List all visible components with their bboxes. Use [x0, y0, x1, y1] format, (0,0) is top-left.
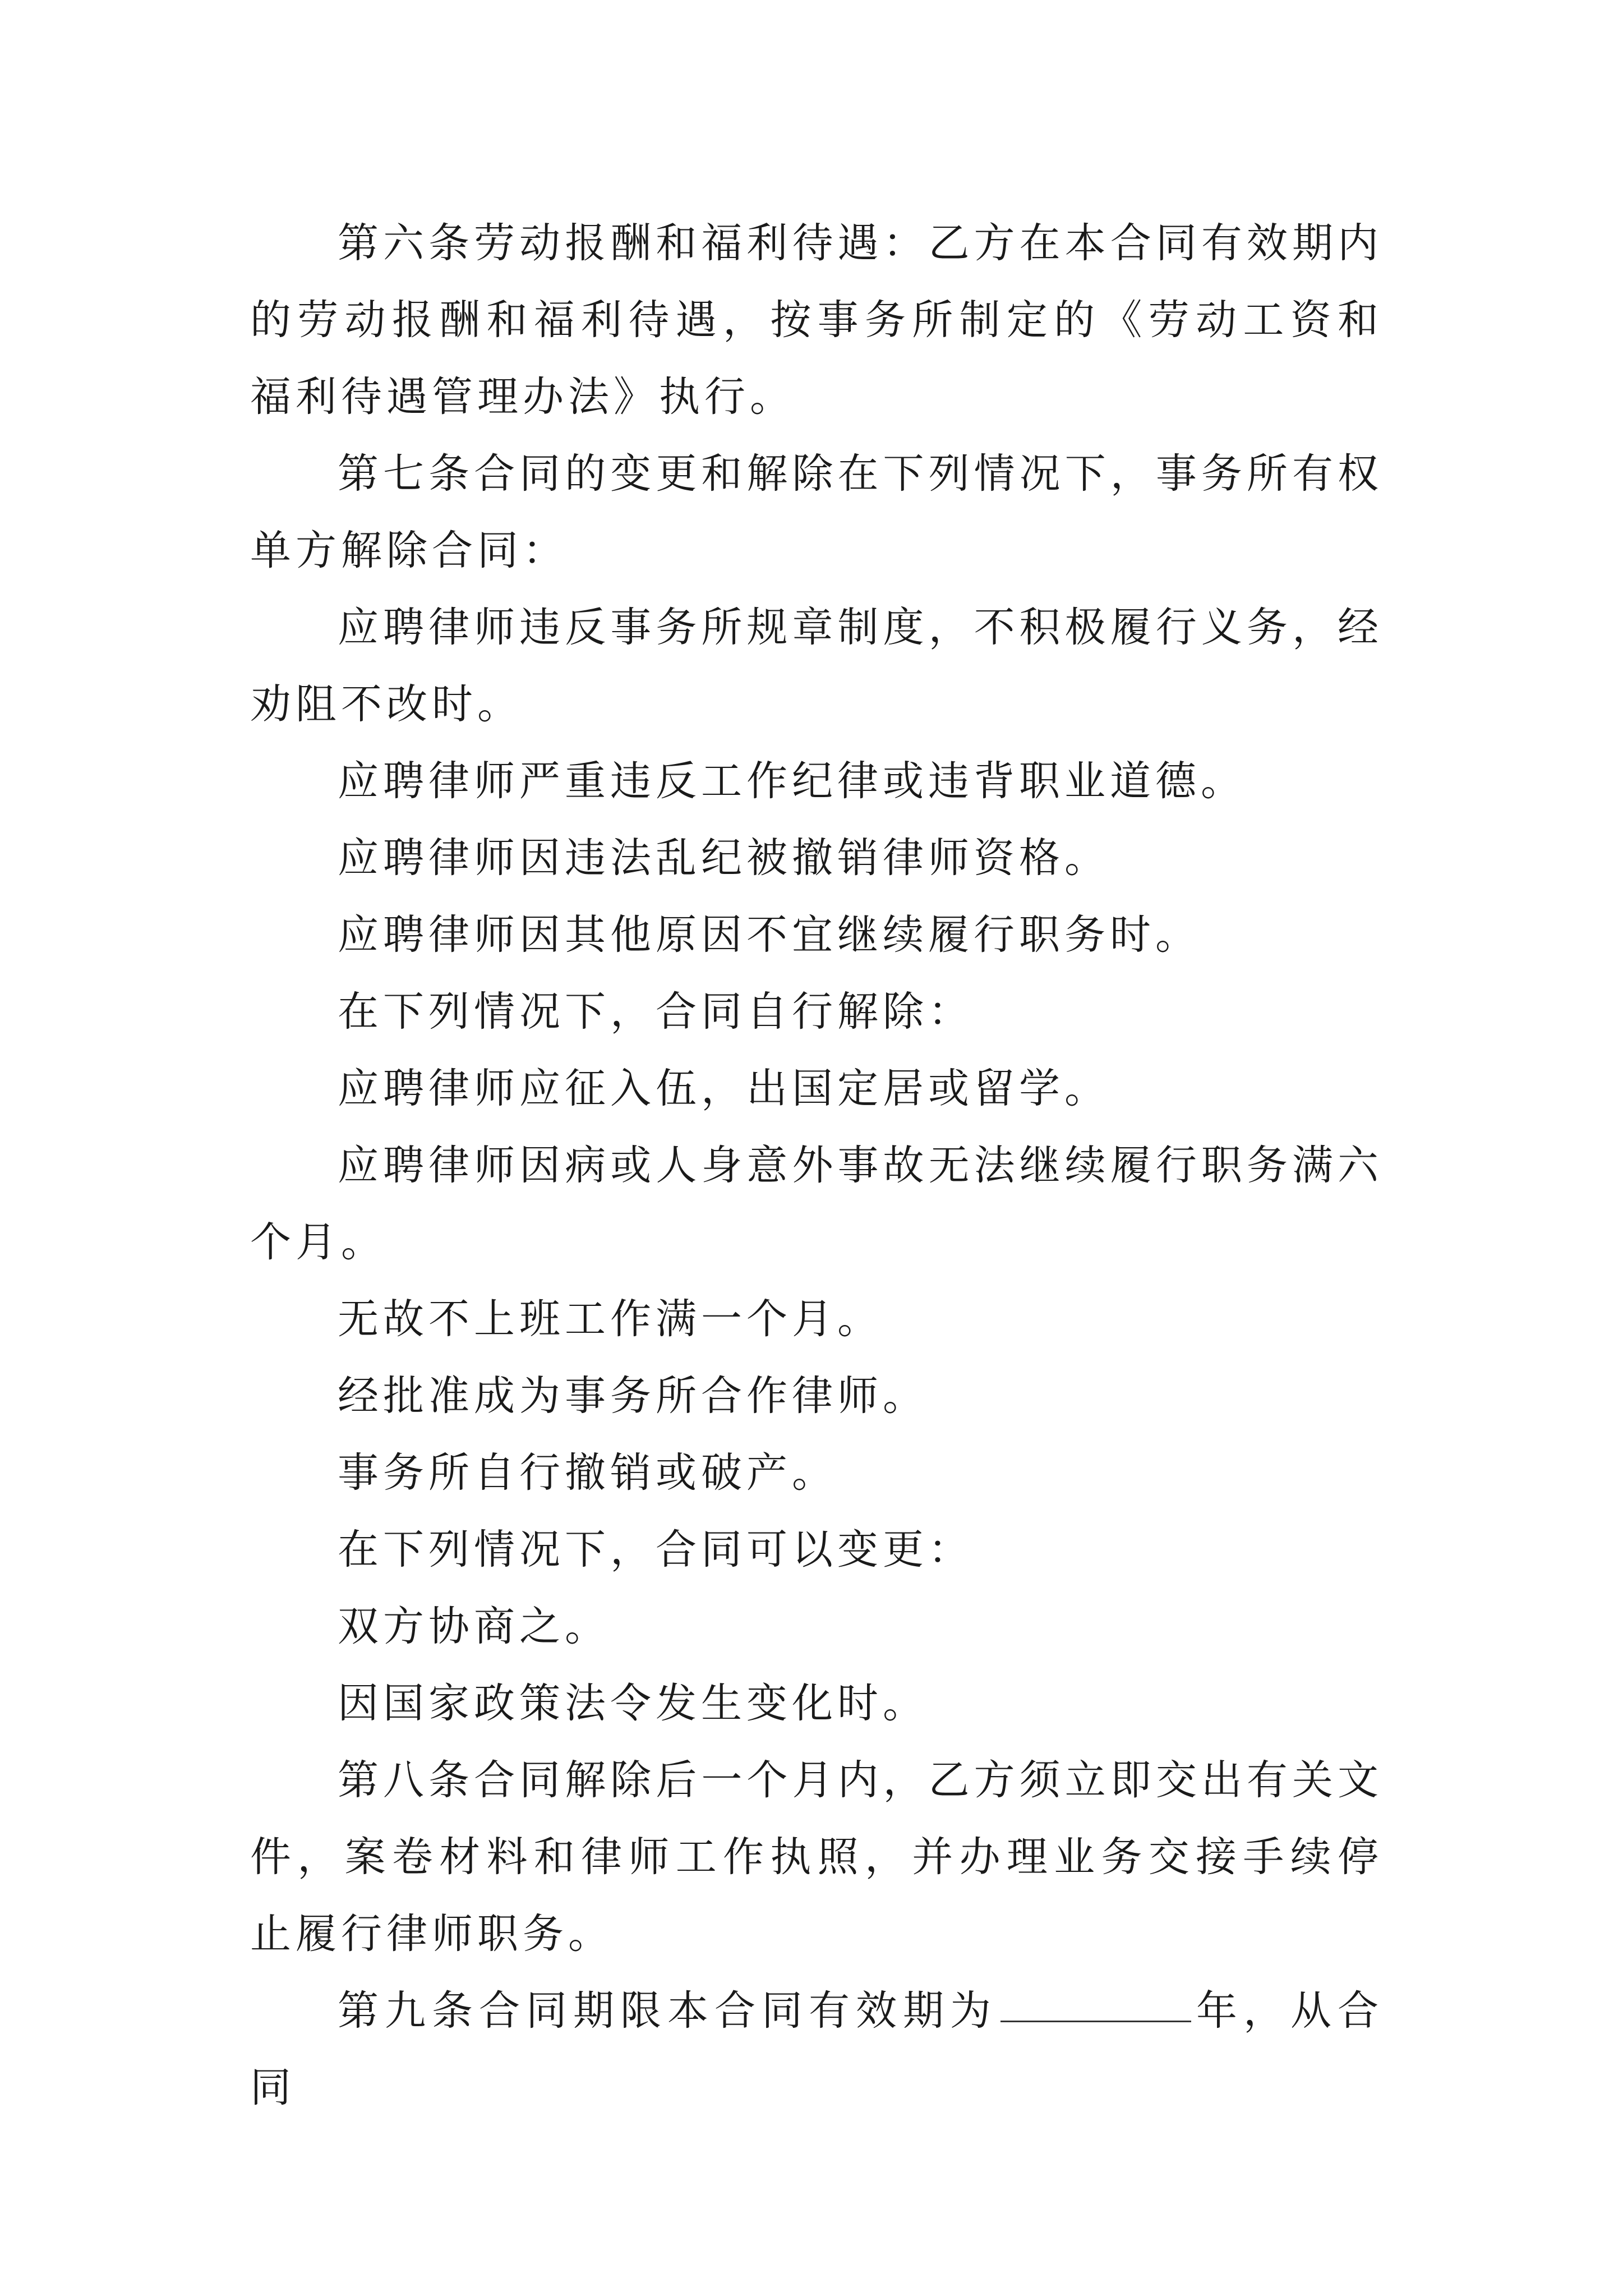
paragraph-article-9	[250, 1972, 1383, 2126]
term-years-blank	[1000, 1981, 1191, 2022]
paragraph-article-7: 第七条合同的变更和解除在下列情况下，事务所有权单方解除合同：	[250, 450, 1383, 574]
paragraph-item: 应聘律师违反事务所规章制度，不积极履行义务，经劝阻不改时。	[250, 604, 1383, 728]
paragraph-item: 经批准成为事务所合作律师。	[338, 1372, 928, 1420]
paragraph-item: 应聘律师因违法乱纪被撤销律师资格。	[338, 834, 1110, 882]
paragraph-item: 应聘律师应征入伍，出国定居或留学。	[338, 1065, 1110, 1112]
paragraph-item: 事务所自行撤销或破产。	[338, 1449, 837, 1497]
paragraph-item: 双方协商之。	[338, 1603, 610, 1650]
paragraph-item: 无故不上班工作满一个月。	[338, 1295, 883, 1343]
document-body	[250, 205, 1383, 2126]
paragraph-article-6: 第六条劳动报酬和福利待遇：乙方在本合同有效期内的劳动报酬和福利待遇，按事务所制定的《劳动工资和福利待遇管理办法》执行。	[250, 219, 1383, 421]
paragraph-item: 因国家政策法令发生变化时。	[338, 1680, 928, 1727]
paragraph-article-8: 第八条合同解除后一个月内，乙方须立即交出有关文件，案卷材料和律师工作执照，并办理业务交接手续停止履行律师职务。	[250, 1756, 1383, 1958]
paragraph-item: 应聘律师因其他原因不宜继续履行职务时。	[338, 911, 1201, 959]
paragraph-subheading: 在下列情况下，合同自行解除：	[338, 988, 974, 1036]
article-9-text-after-blank: 年，从合同	[250, 1987, 1383, 2111]
paragraph-subheading: 在下列情况下，合同可以变更：	[338, 1526, 974, 1573]
paragraph-item: 应聘律师因病或人身意外事故无法继续履行职务满六个月。	[250, 1142, 1383, 1266]
paragraph-item: 应聘律师严重违反工作纪律或违背职业道德。	[338, 757, 1246, 805]
article-9-text-before-blank: 第九条合同期限本合同有效期为	[338, 1987, 997, 2035]
